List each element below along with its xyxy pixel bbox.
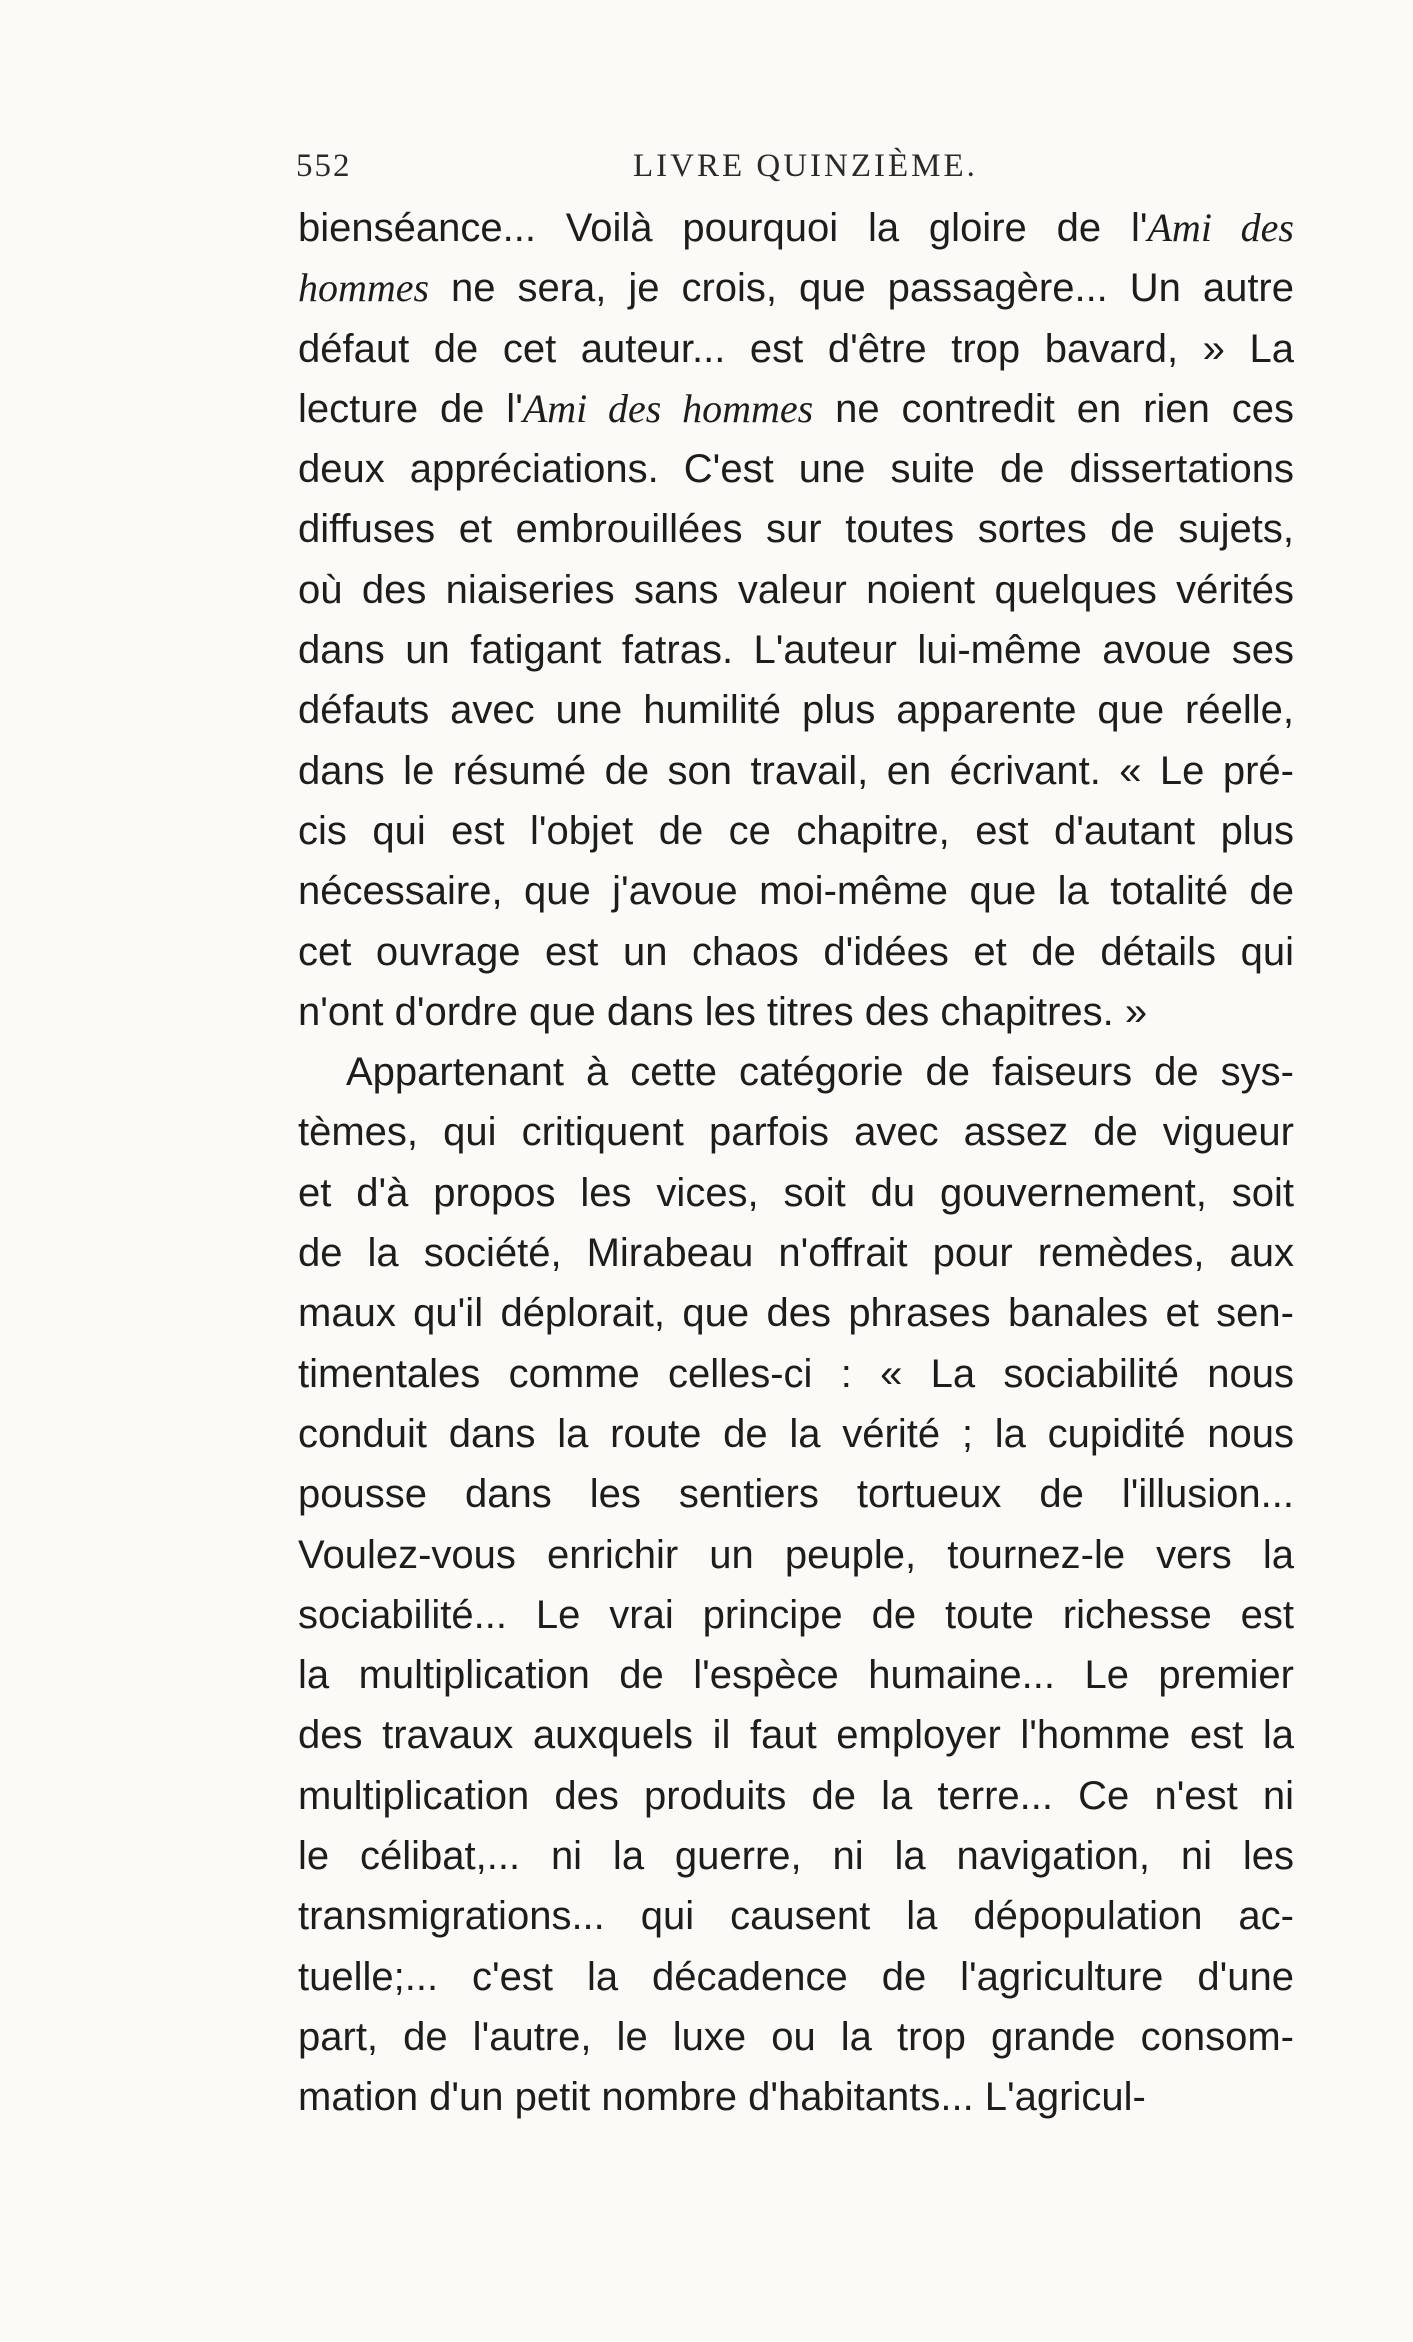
text-segment: conduit dans la route de la vérité ; la cupidité nous [298, 1411, 1294, 1456]
text-line [298, 680, 1294, 740]
text-line [298, 620, 1294, 680]
text-line [298, 1464, 1294, 1524]
text-line [298, 1645, 1294, 1705]
text-line [298, 439, 1294, 499]
text-line [298, 1102, 1294, 1162]
text-segment: timentales comme celles-ci : « La sociabilité nous [298, 1351, 1294, 1396]
text-segment: n'ont d'ordre que dans les titres des chapitres. » [298, 989, 1148, 1034]
text-line [298, 1344, 1294, 1404]
text-segment: cet ouvrage est un chaos d'idées et de détails qui [298, 929, 1294, 974]
text-segment: des travaux auxquels il faut employer l'homme est la [298, 1713, 1294, 1758]
running-title: LIVRE QUINZIÈME. [633, 148, 978, 184]
text-line [298, 319, 1294, 379]
text-segment: lecture de l' [298, 386, 523, 431]
text-segment: dans le résumé de son travail, en écrivant. « Le pré- [298, 748, 1294, 793]
text-line [298, 1705, 1294, 1765]
text-segment: Voulez-vous enrichir un peuple, tournez-le vers la [298, 1532, 1294, 1577]
text-segment: la multiplication de l'espèce humaine... Le premier [298, 1653, 1294, 1698]
text-line [298, 801, 1294, 861]
text-segment: multiplication des produits de la terre... Ce n'est ni [298, 1773, 1294, 1818]
text-line [298, 379, 1294, 439]
text-segment: ne sera, je crois, que passagère... Un autre [429, 266, 1294, 311]
text-line [298, 1404, 1294, 1464]
text-line [298, 861, 1294, 921]
text-segment: tuelle;... c'est la décadence de l'agriculture d'une [298, 1954, 1294, 1999]
text-segment: Appartenant à cette catégorie de faiseurs de sys- [346, 1050, 1294, 1095]
text-segment: mation d'un petit nombre d'habitants... L'agricul- [298, 2075, 1146, 2120]
text-line [298, 1766, 1294, 1826]
italic-text: Ami des [1147, 205, 1294, 250]
text-line [298, 2067, 1294, 2127]
body-text [298, 198, 1294, 2128]
text-segment: où des niaiseries sans valeur noient quelques vérités [298, 567, 1294, 612]
text-segment: défaut de cet auteur... est d'être trop bavard, » La [298, 326, 1294, 371]
text-line [298, 1826, 1294, 1886]
text-line [298, 499, 1294, 559]
text-line [298, 258, 1294, 318]
text-line [298, 560, 1294, 620]
text-segment: bienséance... Voilà pourquoi la gloire de l' [298, 206, 1148, 250]
text-line [298, 2007, 1294, 2067]
text-line [298, 1585, 1294, 1645]
italic-text: Ami des hommes [522, 385, 814, 431]
text-segment: tèmes, qui critiquent parfois avec assez de vigueur [298, 1110, 1294, 1155]
text-segment: nécessaire, que j'avoue moi-même que la totalité de [298, 869, 1294, 914]
text-line [298, 1223, 1294, 1283]
text-segment: le célibat,... ni la guerre, ni la navigation, ni les [298, 1834, 1294, 1879]
text-segment: ne contredit en rien ces [813, 386, 1294, 431]
running-head [296, 148, 1296, 192]
text-line [298, 741, 1294, 801]
text-segment: diffuses et embrouillées sur toutes sortes de sujets, [298, 507, 1294, 552]
text-line [298, 922, 1294, 982]
text-segment: et d'à propos les vices, soit du gouvernement, soit [298, 1170, 1294, 1215]
text-line [298, 198, 1294, 258]
text-line [298, 1283, 1294, 1343]
italic-text: hommes [298, 265, 430, 311]
text-segment: dans un fatigant fatras. L'auteur lui-même avoue ses [298, 628, 1294, 673]
text-segment: part, de l'autre, le luxe ou la trop grande consom- [298, 2014, 1294, 2059]
text-segment: transmigrations... qui causent la dépopulation ac- [298, 1894, 1294, 1939]
text-segment: maux qu'il déplorait, que des phrases banales et sen- [298, 1291, 1294, 1336]
text-line [298, 1886, 1294, 1946]
text-segment: de la société, Mirabeau n'offrait pour remèdes, aux [298, 1231, 1294, 1276]
text-segment: pousse dans les sentiers tortueux de l'illusion... [298, 1472, 1294, 1517]
page-number: 552 [296, 148, 352, 184]
text-line [298, 1163, 1294, 1223]
text-segment: sociabilité... Le vrai principe de toute richesse est [298, 1592, 1294, 1637]
text-segment: défauts avec une humilité plus apparente que réelle, [298, 688, 1294, 733]
text-segment: cis qui est l'objet de ce chapitre, est d'autant plus [298, 808, 1294, 853]
text-line [298, 1525, 1294, 1585]
text-line [298, 1947, 1294, 2007]
text-line [298, 1042, 1294, 1102]
text-line [298, 982, 1294, 1042]
text-segment: deux appréciations. C'est une suite de dissertations [298, 447, 1294, 492]
